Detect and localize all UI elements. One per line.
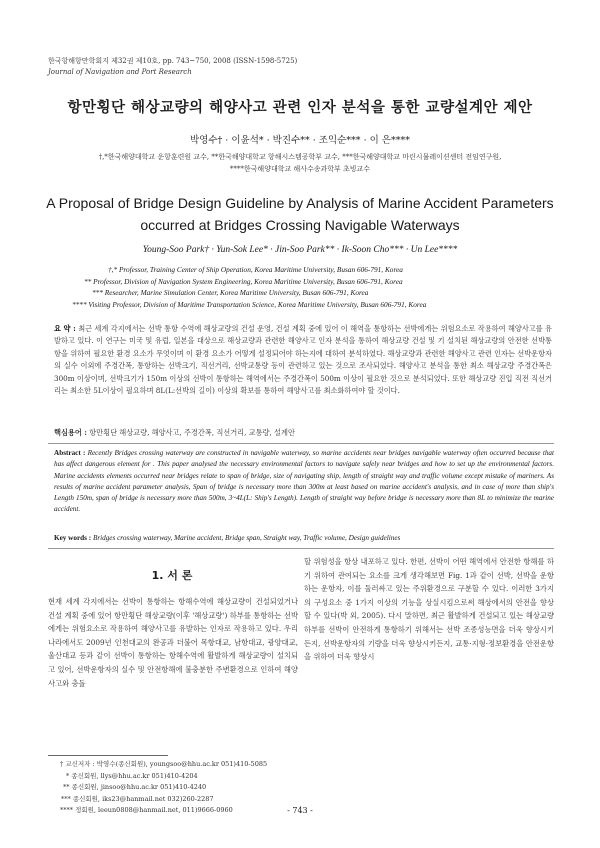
affiliations-english [72,264,542,310]
journal-name-en: Journal of Navigation and Port Research [48,68,192,76]
body-text-right: 할 위험성을 항상 내포하고 있다. 한편, 선박이 어떤 해역에서 안전한 항해를 하기 위하여 관여되는 요소를 크게 생각해보면 Fig. 1과 같이 선박, 선박을 운항하는 운항자, 이를 둘러싸고 있는 주위환경으로 구분할 수 있다. 이러한 3가지의 구성요소 중 1가지 이상의 기능을 상실시킴으로써 해상에서의 안전을 향상할 수 있다(박 외, 2005). 다시 말하면, 최근 활발하게 건설되고 있는 해상교량 하부를 선박이 안전하게 통항하기 위해서는 선박 조종성능면을 더욱 향상시키든지, 선박운항자의 기량을 더욱 향상시키든지, 교통·지형·정보환경을 안전운항을 위하여 더욱 향상시 [304,557,554,662]
abstract-ko-text: 최근 세계 각지에서는 선박 통항 수역에 해상교량의 건설 운영, 건설 계획 중에 있어 이 해역을 통항하는 선박에게는 위험요소로 작용하여 해양사고를 유발하고 있다. 이 연구는 미국 및 유럽, 일본을 대상으로 해상교량과 관련한 해양사고 인자 분석을 통하여 해상교량 건설 및 기 설치된 해상교량의 안전한 선박통항을 위하여 필요한 환경 요소가 무엇이며 이 환경 요소가 어떻게 설정되어야 하는지에 대하여 분석하였다. 해상교량과 관련한 해양사고 관련 인자는 선박운항자의 실수 이외에 주경간폭, 통항하는 선박크기, 직선거리, 선박교통량 등이 관련하고 있는 것으로 조사되었다. 해양사고 분석을 통한 최소 해상교량 주경간폭은 300m 이상이며, 선박크기가 150m 이상의 선박이 통항하는 해역에서는 주경간폭이 500m 이상이 필요한 것으로 분석되었다. 또한 해상교량 진입 직전 직선거리는 최소한 5L이상이 필요하며 8L(L:선박의 길이) 이상의 확보를 통하여 해양사고를 최소화하여야 할 것이다. [54,324,552,396]
abstract-korean [54,323,552,397]
footnote: ** 종신회원, jinsoo@hhu.ac.kr 051)410-4240 [63,783,207,791]
abstract-english [54,448,554,516]
title-en-line: occurred at Bridges Crossing Navigable Waterways [140,217,460,233]
affiliations-korean [0,151,600,175]
abstract-en-text: Recently Bridges crossing waterway are constructed in navigable waterway, so marine accidents near bridges navigable waterway often occurred because that has affect dangerous element for . This paper analysed the necessary environmental factors to navigate safely near bridges and how to set up the environmental factors. Marine accidents elements occurred near bridges relate to span of bridge, size of navigating ship, length of straight way and traffic volume except mistake of mariners. As results of marine accident parameter analysis, Span of bridge is necessary more than 300m at least based on marine accident's analysis, and in case of more than ship's Length 150m, span of bridge is necessary more than 500m, 3~4L(L: Ship's Length). Length of straight way before bridge is necessary more than 8L to minimize the marine accident. [54,449,555,514]
footnote: *** 종신회원, iks23@hanmail.net 032)260-2287 [61,794,214,803]
keywords-ko-label: 핵심용어 : [54,428,87,437]
page-number: - 743 - [287,806,313,815]
keywords-en-label: Key words : [54,534,92,542]
affiliation-en-line: *** Researcher, Marine Simulation Center, Korea Maritime University, Busan 606-791, Korea [92,288,369,297]
journal-header [48,56,297,78]
affiliation-en-line: ** Professor, Division of Navigation System Engineering, Korea Maritime University, Busan 606-791, Korea [84,276,403,286]
affiliation-ko-line: ****한국해양대학교 해사수송과학부 초빙교수 [229,165,371,173]
divider [48,548,554,549]
title-english [0,192,600,236]
keywords-en-text: Bridges crossing waterway, Marine accident, Bridge span, Straight way, Traffic volume, Design guidelines [92,534,401,542]
divider [48,443,554,444]
affiliation-ko-line: †,*한국해양대학교 운항훈련원 교수, **한국해양대학교 항해시스템공학부 교수, ***한국해양대학교 마린시뮬레이션센터 전임연구원, [98,153,502,161]
footnote: **** 정회원, leeun0808@hanmail.net, 011)9666-0960 [60,806,233,814]
abstract-en-label: Abstract : [54,449,86,457]
footnote: † 교신저자 : 박영수(종신회원), youngsoo@hhu.ac.kr 051)410-5085 [60,760,268,768]
footnote-divider [48,755,168,756]
keywords-korean [54,428,552,438]
footnote: * 종신회원, llys@hhu.ac.kr 051)410-4204 [66,771,198,780]
journal-citation: 한국항해항만학회지 제32권 제10호, pp. 743~750, 2008 (ISSN-1598-5725) [48,57,298,65]
keywords-ko-text: 항만횡단 해상교량, 해양사고, 주경간폭, 직선거리, 교통량, 설계안 [89,428,295,437]
authors-korean: 박영수† · 이윤석* · 박진수** · 조익순*** · 이 은**** [190,135,410,146]
keywords-english [54,534,554,542]
affiliation-en-line: **** Visiting Professor, Division of Maritime Transportation Science, Korea Maritime University, Busan 606-791, Korea [72,299,427,309]
body-text-left: 현재 세계 각지에서는 선박이 통항하는 항해수역에 해상교량이 건설되었거나 건설 계획 중에 있어 항만횡단 해상교량(이후 '해상교량') 하부를 통항하는 선박에게는 위험요소로 작용하여 해양사고를 유발하는 인자로 작용하고 있다. 우리나라에서도 2009년 인천대교의 완공과 더불어 목항대교, 남항대교, 광양대교, 울산대교 등과 같이 선박이 통항하는 항해수역에 활발하게 해상교량이 설치되고 있어, 선박운항자의 실수 및 안전항해에 불충분한 주변환경으로 인하여 해양사고와 충돌 [48,597,298,688]
authors-english: Young-Soo Park† · Yun-Sok Lee* · Jin-Soo Park** · Ik-Soon Cho*** · Un Lee**** [142,245,458,255]
abstract-ko-label: 요 약 : [54,324,76,333]
section-heading: 1. 서 론 [151,569,193,582]
title-en-line: A Proposal of Bridge Design Guideline by Analysis of Marine Accident Parameters [46,195,554,211]
title-korean: 항만횡단 해상교량의 해양사고 관련 인자 분석을 통한 교량설계안 제안 [67,100,533,116]
affiliation-en-line: †,* Professor, Training Center of Ship Operation, Korea Maritime University, Busan 606-791, Korea [108,265,403,274]
